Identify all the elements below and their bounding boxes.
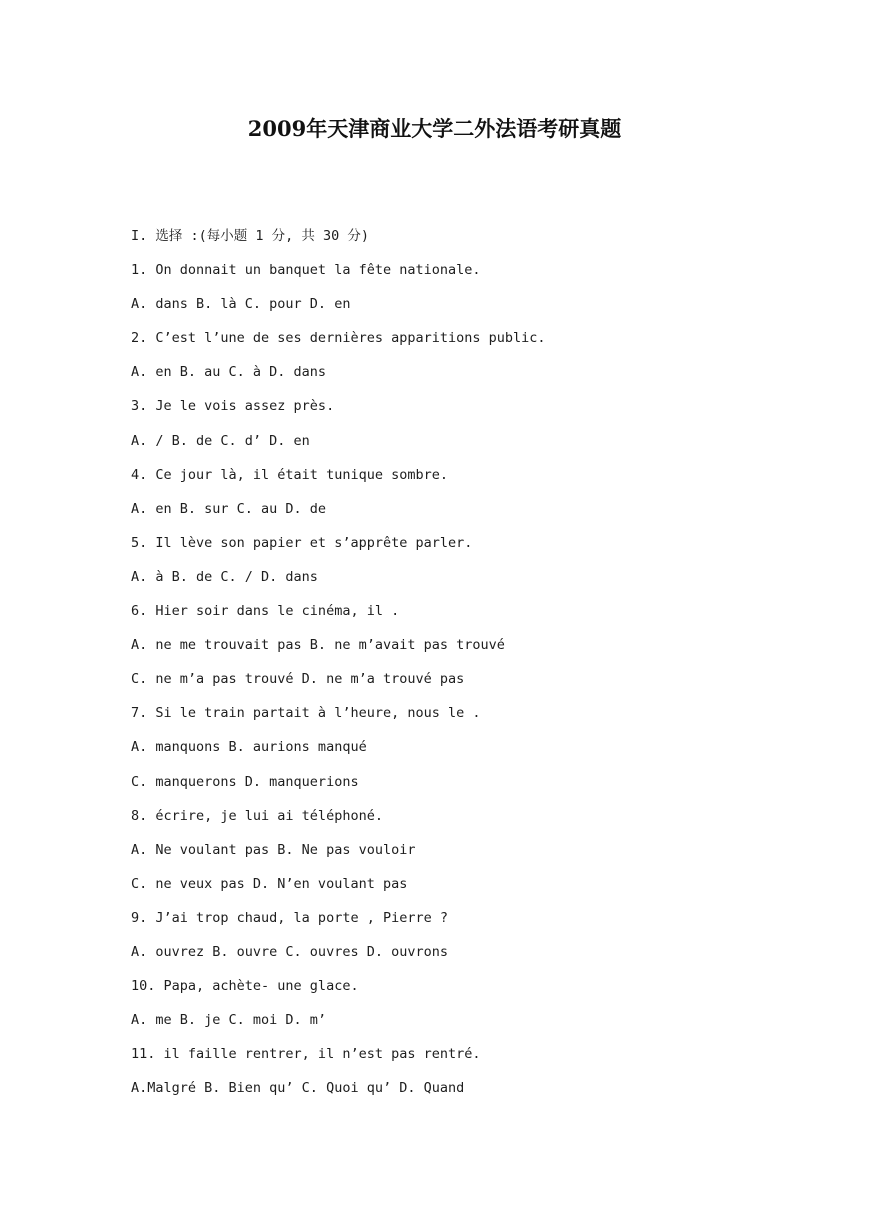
question-line: 9. J’ai trop chaud, la porte , Pierre ?: [131, 909, 448, 926]
answer-options: A.Malgré B. Bien qu’ C. Quoi qu’ D. Quand: [131, 1080, 465, 1097]
answer-options: C. ne m’a pas trouvé D. ne m’a trouvé pas: [131, 671, 465, 688]
question-line: 10. Papa, achète- une glace.: [131, 978, 359, 995]
question-line: 4. Ce jour là, il était tunique sombre.: [131, 466, 448, 483]
question-line: 7. Si le train partait à l’heure, nous le .: [131, 705, 481, 722]
answer-options: C. manquerons D. manquerions: [131, 773, 359, 790]
answer-options: A. ouvrez B. ouvre C. ouvres D. ouvrons: [131, 943, 448, 960]
question-line: 3. Je le vois assez près.: [131, 398, 335, 415]
answer-options: A. en B. sur C. au D. de: [131, 500, 327, 517]
question-line: 5. Il lève son papier et s’apprête parler.: [131, 534, 473, 551]
answer-options: C. ne veux pas D. N’en voulant pas: [131, 875, 408, 892]
question-line: 11. il faille rentrer, il n’est pas rentré.: [131, 1046, 481, 1063]
question-line: 2. C’est l’une de ses dernières apparitions public.: [131, 330, 546, 347]
answer-options: A. manquons B. aurions manqué: [131, 739, 367, 756]
question-list: [131, 225, 831, 1111]
answer-options: A. me B. je C. moi D. m’: [131, 1012, 327, 1029]
section-header: I. 选择 :(每小题 1 分, 共 30 分): [131, 228, 370, 244]
answer-options: A. Ne voulant pas B. Ne pas vouloir: [131, 841, 416, 858]
question-line: 6. Hier soir dans le cinéma, il .: [131, 603, 400, 620]
answer-options: A. en B. au C. à D. dans: [131, 364, 327, 381]
answer-options: A. à B. de C. / D. dans: [131, 568, 318, 585]
answer-options: A. / B. de C. d’ D. en: [131, 432, 310, 449]
question-line: 1. On donnait un banquet la fête nationale.: [131, 262, 481, 279]
answer-options: A. ne me trouvait pas B. ne m’avait pas trouvé: [131, 637, 505, 654]
answer-options: A. dans B. là C. pour D. en: [131, 296, 351, 313]
page-title: 2009年天津商业大学二外法语考研真题: [247, 116, 622, 141]
question-line: 8. écrire, je lui ai téléphoné.: [131, 807, 383, 824]
